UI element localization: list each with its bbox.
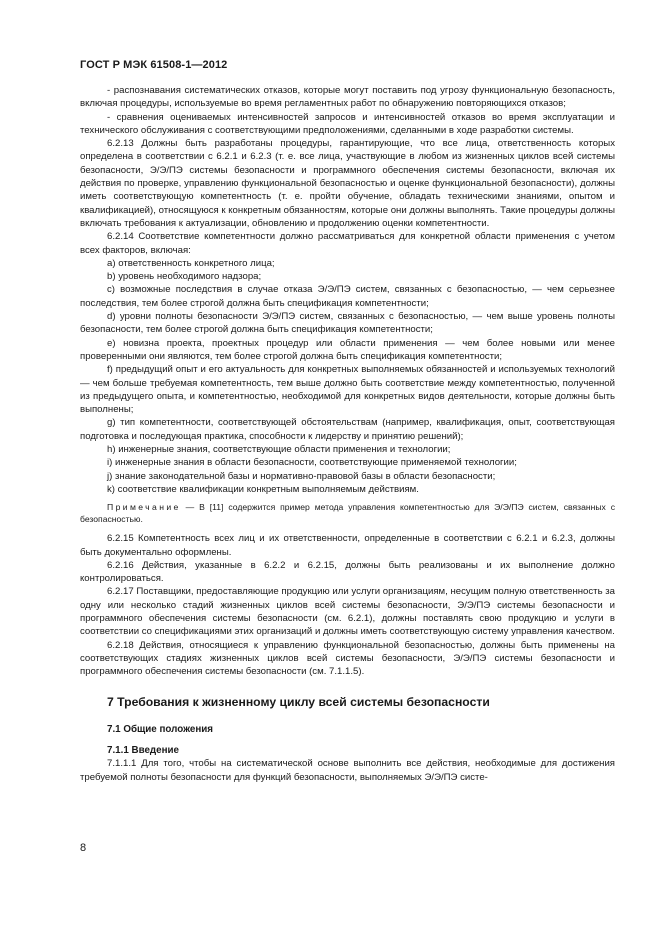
subsection-heading: 7.1 Общие положения [107,724,214,736]
list-item: g) тип компетентности, соответствующей обстоятельствам (например, квалификация, опыт, соответствующая подготовка и последующая практика, способности к лидерству и принятию решений); [80,417,615,442]
paragraph: 7.1.1.1 Для того, чтобы на систематической основе выполнить все действия, необходимые для достижения требуемой полноты безопасности для функций безопасности, выполняемых Э/Э/ПЭ систе- [80,758,615,783]
standard-header: ГОСТ Р МЭК 61508-1—2012 [80,59,228,71]
list-item: f) предыдущий опыт и его актуальность для конкретных выполняемых обязанностей и используемых технологий — чем больше требуемая компетентность, тем выше должно быть соответствие между компетентностью, полученной из предыдущего опыта, и компетентностью, необходимой для конкретных видов деятельности, которые должны быть выполнены; [80,364,615,416]
paragraph: 6.2.17 Поставщики, предоставляющие продукцию или услуги организациям, несущим полную ответственность за одну или несколько стадий жизненных циклов всей системы безопасности, Э/Э/ПЭ системы безопасности и программного обеспечения системы безопасности (см. 6.2.1), должны поставлять свою продукцию и услуги в соответствии со спецификациями этих организаций и должны иметь соответствующую систему управления качеством. [80,586,615,638]
paragraph: 6.2.15 Компетентность всех лиц и их ответственности, определенные в соответствии с 6.2.1 и 6.2.3, должны быть документально оформлены. [80,533,615,558]
paragraph: 6.2.13 Должны быть разработаны процедуры, гарантирующие, что все лица, ответственность которых определена в соответствии с 6.2.1 и 6.2.3 (т. е. все лица, участвующие в любом из жизненных циклов всей системы безопасности, Э/Э/ПЭ системы безопасности и программного обеспечения системы безопасности, включая их действия по проверке, управлению функциональной безопасностью и оценке функциональной безопасности), должны иметь соответствующую компетентность (т. е. пройти обучение, обладать техническими знаниями, опытом и квалификацией), относящуюся к конкретным обязанностям, которые они должны выполнять. Такие процедуры должны включать требования к актуализации, обновлению и продолжению оценки компетентности. [80,138,615,229]
note-text: — В [11] содержится пример метода управления компетентностью для Э/Э/ПЭ систем, связанных с безопасностью. [80,502,615,525]
subsubsection-heading: 7.1.1 Введение [107,745,179,757]
list-item: c) возможные последствия в случае отказа Э/Э/ПЭ систем, связанных с безопасностью, — чем серьезнее последствия, тем более строгой должна быть спецификация компетентности; [80,284,615,309]
list-item: j) знание законодательной базы и нормативно-правовой базы в области безопасности; [107,470,496,482]
list-item: b) уровень необходимого надзора; [107,271,262,283]
body-text [80,84,615,784]
list-item: i) инженерные знания в области безопасности, соответствующие применяемой технологии; [107,457,517,469]
note [80,501,615,525]
section-heading: 7 Требования к жизненному циклу всей системы безопасности [107,695,490,710]
paragraph: - сравнения оцениваемых интенсивностей запросов и интенсивностей отказов во время эксплуатации и технического обслуживания с соответствующими предположениями, сделанными в ходе разработки системы. [80,111,615,136]
list-item: k) соответствие квалификации конкретным выполняемым действиям. [107,483,419,495]
paragraph: - распознавания систематических отказов, которые могут поставить под угрозу функциональную безопасность, включая процедуры, используемые во время регламентных работ по обнаружению повторяющихся отказов; [80,85,615,110]
page-number: 8 [80,842,87,854]
paragraph: 6.2.16 Действия, указанные в 6.2.2 и 6.2.15, должны быть реализованы и их выполнение должно контролироваться. [80,559,615,585]
paragraph: 6.2.18 Действия, относящиеся к управлению функциональной безопасностью, должны быть применены на соответствующих стадиях жизненных циклов всей системы безопасности, Э/Э/ПЭ системы безопасности и программного обеспечения системы безопасности (см. 7.1.1.5). [80,639,615,678]
list-item: e) новизна проекта, проектных процедур или области применения — чем более новыми или менее проверенными они являются, тем более строгой должна быть спецификация компетентности; [80,337,615,362]
list-item: h) инженерные знания, соответствующие области применения и технологии; [107,444,451,456]
list-item: a) ответственность конкретного лица; [107,257,275,269]
paragraph: 6.2.14 Соответствие компетентности должно рассматриваться для конкретной области применения с учетом всех факторов, включая: [80,231,615,256]
list-item: d) уровни полноты безопасности Э/Э/ПЭ систем, связанных с безопасностью, — чем выше уровень полноты безопасности, тем более строгой должна быть спецификация компетентности; [80,311,615,336]
note-label: Примечание [107,502,181,513]
